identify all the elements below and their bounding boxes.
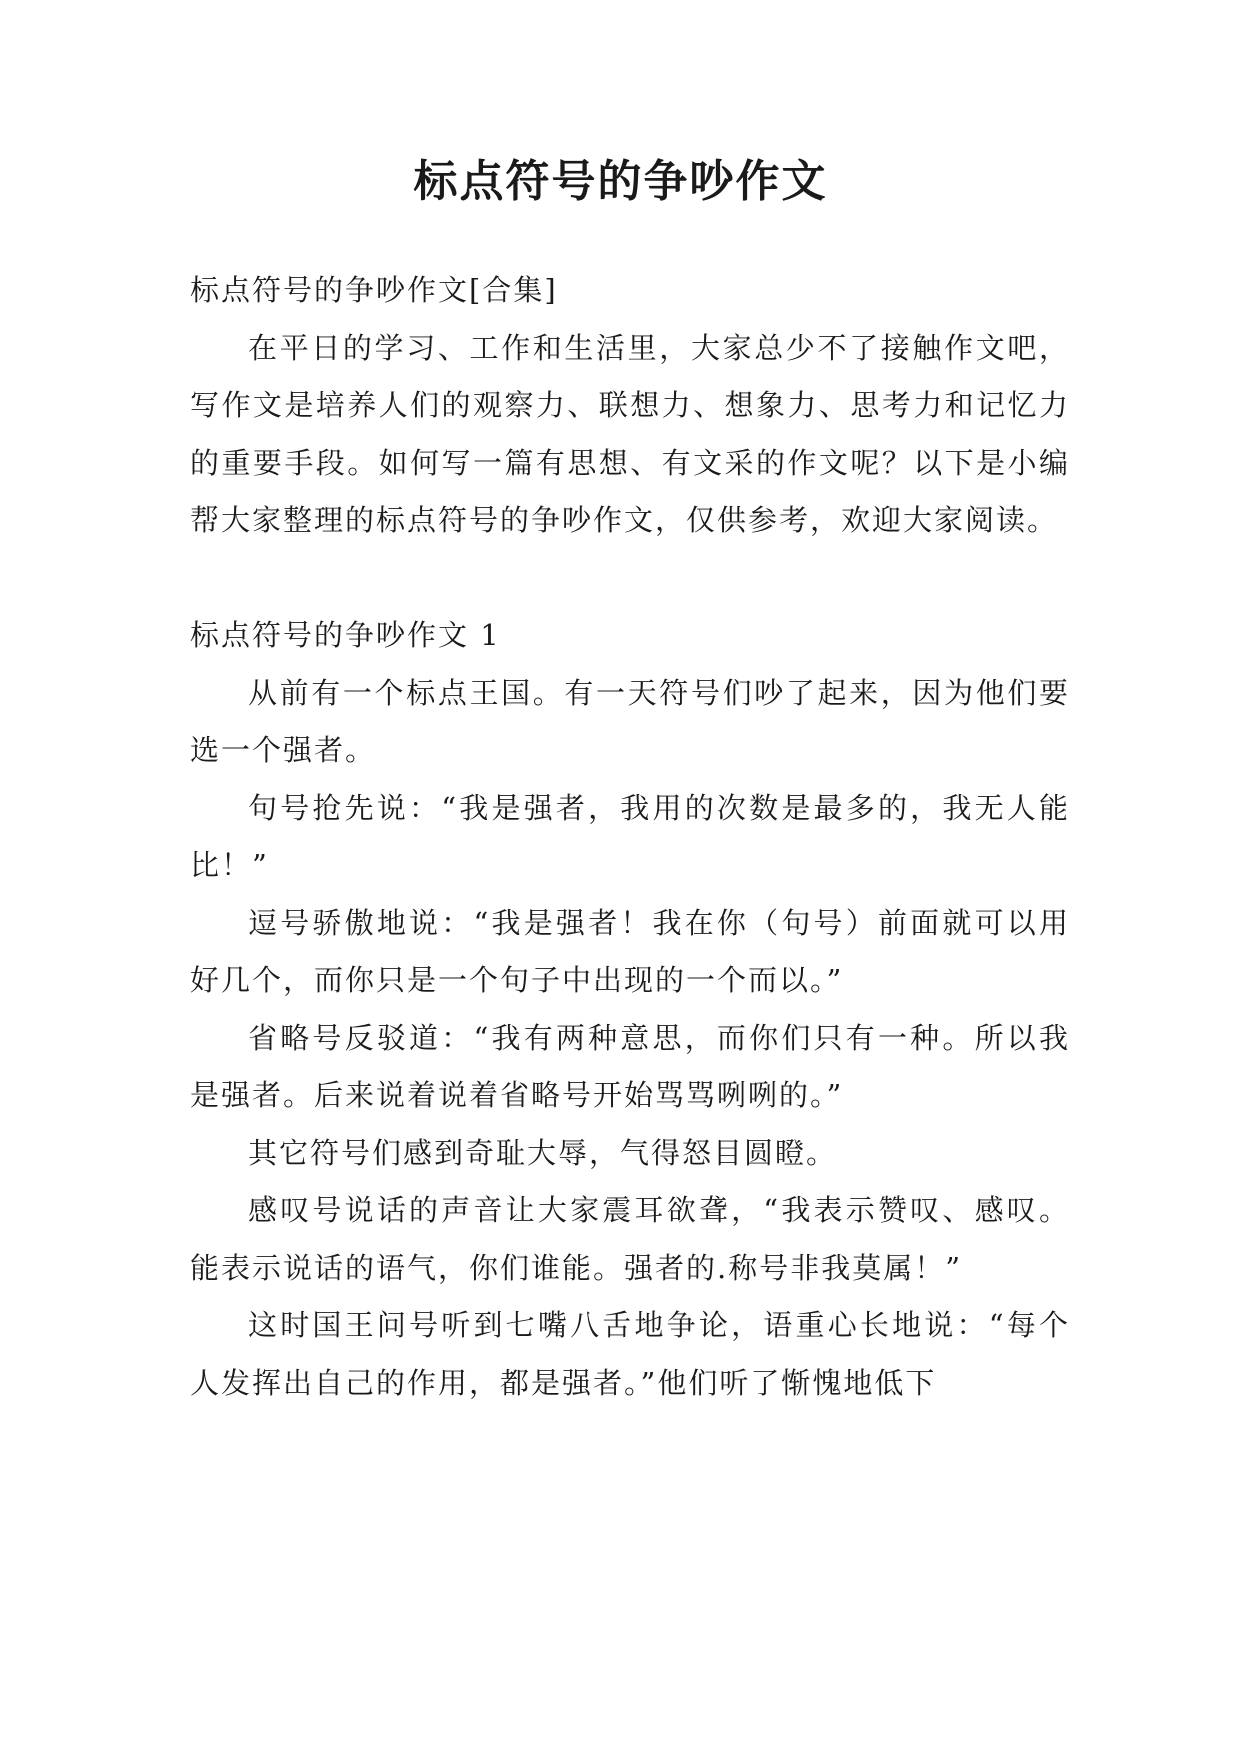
body-paragraph: 感叹号说话的声音让大家震耳欲聋，“我表示赞叹、感叹。能表示说话的语气，你们谁能。强者的.称号非我莫属！” xyxy=(190,1193,1070,1285)
body-paragraph: 句号抢先说：“我是强者，我用的次数是最多的，我无人能比！” xyxy=(190,790,1070,882)
body-paragraph: 从前有一个标点王国。有一天符号们吵了起来，因为他们要选一个强者。 xyxy=(190,675,1070,767)
page-title: 标点符号的争吵作文 xyxy=(413,156,828,207)
document-subtitle: 标点符号的争吵作文[合集] xyxy=(190,273,558,307)
body-paragraph: 其它符号们感到奇耻大辱，气得怒目圆瞪。 xyxy=(248,1135,838,1170)
section-heading: 标点符号的争吵作文 1 xyxy=(190,618,501,652)
body-paragraph: 省略号反驳道：“我有两种意思，而你们只有一种。所以我是强者。后来说着说着省略号开始骂骂咧咧的。” xyxy=(190,1020,1070,1112)
section-spacer xyxy=(190,550,1070,608)
body-paragraph: 逗号骄傲地说：“我是强者！我在你（句号）前面就可以用好几个，而你只是一个句子中出现的一个而以。” xyxy=(190,905,1070,997)
body-paragraph: 这时国王问号听到七嘴八舌地争论，语重心长地说：“每个人发挥出自己的作用，都是强者。”他们听了惭愧地低下 xyxy=(190,1308,1070,1400)
intro-paragraph: 在平日的学习、工作和生活里，大家总少不了接触作文吧，写作文是培养人们的观察力、联想力、想象力、思考力和记忆力的重要手段。如何写一篇有思想、有文采的作文呢？以下是小编帮大家整理的标点符号的争吵作文，仅供参考，欢迎大家阅读。 xyxy=(190,330,1070,537)
document-body xyxy=(190,262,1070,1412)
